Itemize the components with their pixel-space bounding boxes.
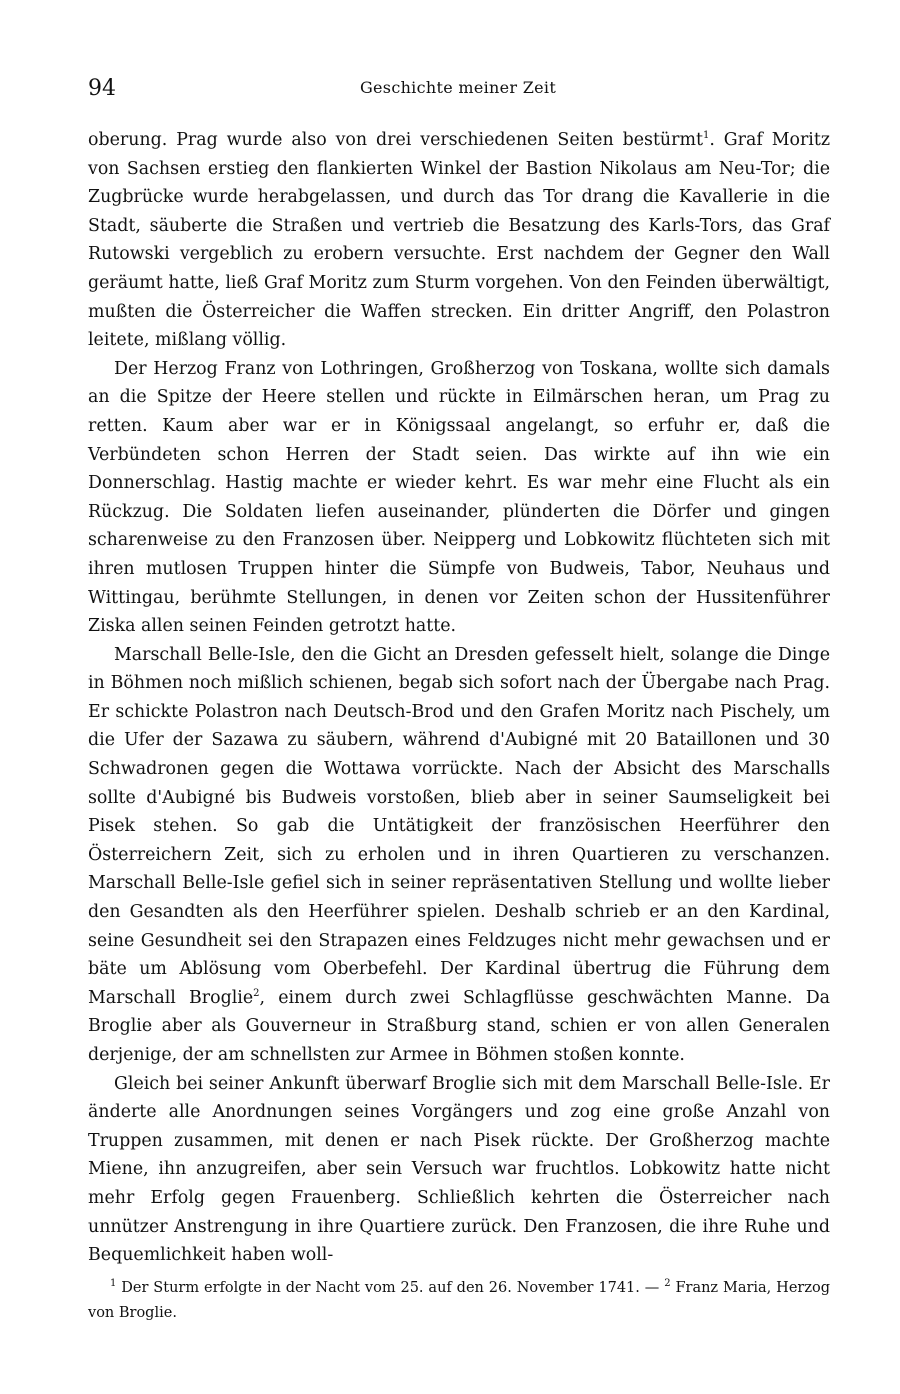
paragraph-text: Gleich bei seiner Ankunft überwarf Broglie sich mit dem Marschall Belle-Isle. Er änderte alle Anordnungen seines Vorgängers und zog eine große Anzahl von Truppen zusammen, mit denen er nach Pisek rückte. Der Großherzog machte Miene, ihn anzugreifen, aber sein Versuch war fruchtlos. Lobkowitz hatte nicht mehr Erfolg gegen Frauenberg. Schließlich kehrten die Österreicher nach unnützer Anstrengung in ihre Quartiere zurück. Den Franzosen, die ihre Ruhe und Bequemlichkeit haben woll- [88, 1073, 830, 1266]
footnote-text: Franz Maria, Herzog von Broglie. [88, 1280, 830, 1321]
paragraph [88, 1070, 830, 1270]
paragraph [88, 126, 830, 355]
footnotes [88, 1276, 830, 1326]
footnote-marker: 1 [702, 130, 710, 142]
page-number: 94 [88, 76, 116, 101]
running-title: Geschichte meiner Zeit [359, 78, 557, 97]
footnote [88, 1276, 830, 1326]
footnote-marker: 2 [253, 988, 260, 1000]
paragraph [88, 641, 830, 1070]
paragraph-text: Marschall Belle-Isle, den die Gicht an Dresden gefesselt hielt, solange die Dinge in Böhmen noch mißlich schienen, begab sich sofort nach der Übergabe nach Prag. Er schickte Polastron nach Deutsch-Brod und den Grafen Moritz nach Pischely, um die Ufer der Sazawa zu säubern, während d'Aubigné mit 20 Bataillonen und 30 Schwadronen gegen die Wottawa vorrückte. Nach der Absicht des Marschalls sollte d'Aubigné bis Budweis vorstoßen, blieb aber in seiner Saumseligkeit bei Pisek stehen. So gab die Untätigkeit der französischen Heerführer den Österreichern Zeit, sich zu erholen und in ihren Quartieren zu verschanzen. Marschall Belle-Isle gefiel sich in seiner repräsentativen Stellung und wollte lieber den Gesandten als den Heerführer spielen. Deshalb schrieb er an den Kardinal, seine Gesundheit sei den Strapazen eines Feldzuges nicht mehr gewachsen und er bäte um Ablösung vom Oberbefehl. Der Kardinal übertrug die Führung dem Marschall Broglie [88, 644, 830, 1008]
paragraph [88, 355, 830, 641]
body-text [88, 126, 830, 1270]
paragraph-text-rest: , einem durch zwei Schlagflüsse geschwächten Manne. Da Broglie aber als Gouverneur in Straßburg stand, schien er von allen Generalen derjenige, der am schnellsten zur Armee in Böhmen stoßen konnte. [88, 987, 831, 1065]
page-header [88, 76, 828, 106]
footnote-mark: 1 [110, 1278, 117, 1290]
paragraph-text-rest: . Graf Moritz von Sachsen erstieg den flankierten Winkel der Bastion Nikolaus am Neu-Tor; die Zugbrücke wurde herabgelassen, und durch das Tor drang die Kavallerie in die Stadt, säuberte die Straßen und vertrieb die Besatzung des Karls-Tors, das Graf Rutowski vergeblich zu erobern versuchte. Erst nachdem der Gegner den Wall geräumt hatte, ließ Graf Moritz zum Sturm vorgehen. Von den Feinden überwältigt, mußten die Österreicher die Waffen strecken. Ein dritter Angriff, den Polastron leitete, mißlang völlig. [88, 130, 830, 351]
footnote-text: Der Sturm erfolgte in der Nacht vom 25. auf den 26. November 1741. — [116, 1280, 665, 1296]
paragraph-text: Der Herzog Franz von Lothringen, Großherzog von Toskana, wollte sich damals an die Spitze der Heere stellen und rückte in Eilmärschen heran, um Prag zu retten. Kaum aber war er in Königssaal angelangt, so erfuhr er, daß die Verbündeten schon Herren der Stadt seien. Das wirkte auf ihn wie ein Donnerschlag. Hastig machte er wieder kehrt. Es war mehr eine Flucht als ein Rückzug. Die Soldaten liefen auseinander, plünderten die Dörfer und gingen scharenweise zu den Franzosen über. Neipperg und Lobkowitz flüchteten sich mit ihren mutlosen Truppen hinter die Sümpfe von Budweis, Tabor, Neuhaus und Wittingau, berühmte Stellungen, in denen vor Zeiten schon der Hussitenführer Ziska allen seinen Feinden getrotzt hatte. [88, 358, 830, 637]
paragraph-text: oberung. Prag wurde also von drei verschiedenen Seiten bestürmt [88, 130, 703, 150]
footnote-mark: 2 [664, 1278, 671, 1290]
